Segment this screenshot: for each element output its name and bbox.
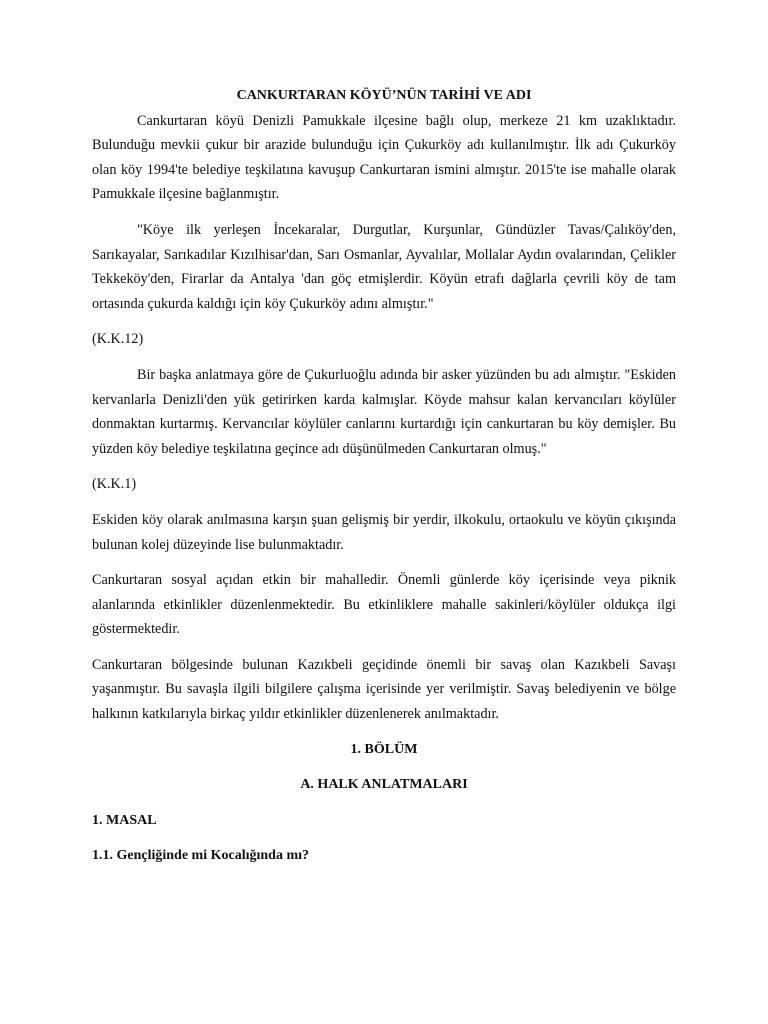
paragraph-quote-caravan: Bir başka anlatmaya göre de Çukurluoğlu adında bir asker yüzünden bu adı almıştır. "Eskiden kervanlarla Denizli'den yük getirirken karda kalmışlar. Köyde mahsur kalan kervancıları köylüler donmaktan kurtarmış. Kervancılar köylüler canlarını kurtardığı için cankurtaran bu köy demişler. Bu yüzden köy belediye teşkilatına geçince adı düşünülmeden Cankurtaran olmuş."	[92, 366, 676, 457]
document-page	[92, 84, 676, 869]
paragraph-social: Cankurtaran sosyal açıdan etkin bir mahalledir. Önemli günlerde köy içerisinde veya piknik alanlarında etkinlikler düzenlenmektedir. Bu etkinliklere mahalle sakinleri/köylüler oldukça ilgi göstermektedir.	[92, 572, 676, 638]
story-heading: 1.1. Gençliğinde mi Kocalığında mı?	[92, 848, 310, 864]
subsection-heading: A. HALK ANLATMALARI	[300, 777, 468, 793]
document-title: CANKURTARAN KÖYÜ’NÜN TARİHİ VE ADI	[236, 88, 532, 103]
section-heading: 1. BÖLÜM	[350, 741, 418, 757]
paragraph-schools: Eskiden köy olarak anılmasına karşın şuan gelişmiş bir yerdir, ilkokulu, ortaokulu ve köyün çıkışında bulunan kolej düzeyinde lise bulunmaktadır.	[92, 511, 676, 553]
paragraph-intro: Cankurtaran köyü Denizli Pamukkale ilçesine bağlı olup, merkeze 21 km uzaklıktadır. Bulunduğu mevkii çukur bir arazide bulunduğu için Çukurköy adı kullanılmıştır. İlk adı Çukurköy olan köy 1994'te belediye teşkilatına kavuşup Cankurtaran ismini almıştır. 2015'te ise mahalle olarak Pamukkale ilçesine bağlanmıştır.	[92, 112, 676, 203]
paragraph-battle: Cankurtaran bölgesinde bulunan Kazıkbeli geçidinde önemli bir savaş olan Kazıkbeli Savaşı yaşanmıştır. Bu savaşla ilgili bilgilere çalışma içerisinde yer verilmiştir. Savaş belediyenin ve bölge halkının katkılarıyla birkaç yıldır etkinlikler düzenlenerek anılmaktadır.	[92, 656, 676, 723]
category-heading: 1. MASAL	[92, 812, 157, 828]
reference-kk12: (K.K.12)	[92, 331, 144, 348]
paragraph-quote-settlers: "Köye ilk yerleşen İncekaralar, Durgutlar, Kurşunlar, Gündüzler Tavas/Çalıköy'den, Sarıkayalar, Sarıkadılar Kızılhisar'dan, Sarı Osmanlar, Ayvalılar, Mollalar Aydın ovalarından, Çelikler Tekkeköy'den, Firarlar da Antalya 'dan göç etmişlerdir. Köyün etrafı dağlarla çevrili köy de tam ortasında çukurda kaldığı için köy Çukurköy adını almıştır."	[92, 221, 676, 312]
reference-kk1: (K.K.1)	[92, 476, 137, 493]
